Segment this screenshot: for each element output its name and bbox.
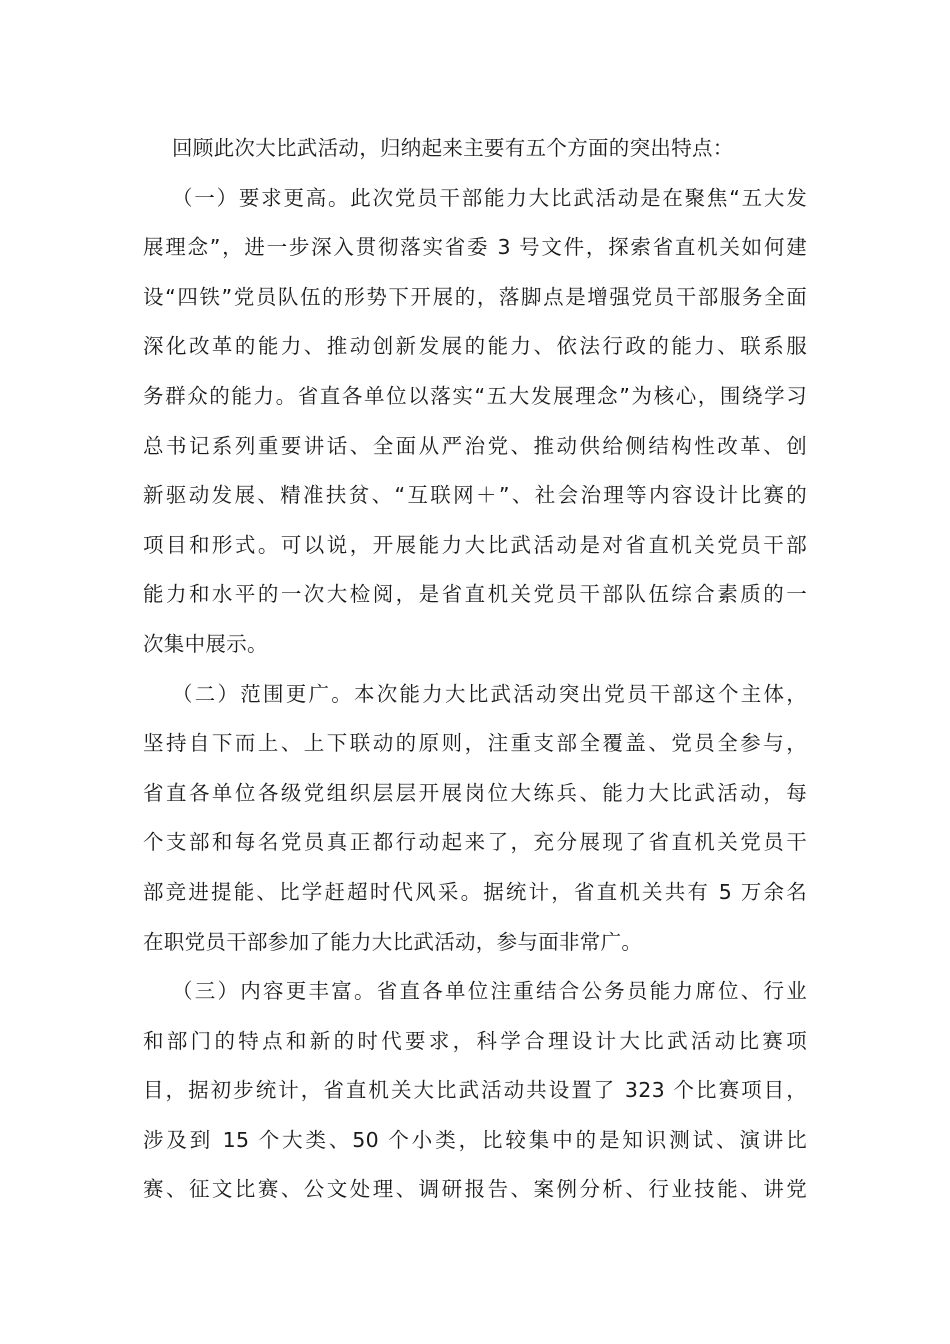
paragraph-1-line: 次集中展示。 <box>143 631 268 656</box>
paragraph-1-line: （一）要求更高。此次党员干部能力大比武活动是在聚焦“五大发 <box>172 185 807 210</box>
paragraph-1-line: 能力和水平的一次大检阅，是省直机关党员干部队伍综合素质的一 <box>143 582 807 607</box>
paragraph-2-line: 部竞进提能、比学赶超时代风采。据统计，省直机关共有 5 万余名 <box>143 879 807 904</box>
paragraph-1-line: 展理念”，进一步深入贯彻落实省委 3 号文件，探索省直机关如何建 <box>143 235 807 260</box>
paragraph-1-line: 设“四铁”党员队伍的形势下开展的，落脚点是增强党员干部服务全面 <box>143 284 807 309</box>
paragraph-1-line: 新驱动发展、精准扶贫、“互联网＋”、社会治理等内容设计比赛的 <box>143 483 807 508</box>
paragraph-1-line: 深化改革的能力、推动创新发展的能力、依法行政的能力、联系服 <box>143 334 807 359</box>
paragraph-3-line: 目，据初步统计，省直机关大比武活动共设置了 323 个比赛项目， <box>143 1078 807 1103</box>
paragraph-1-line: 务群众的能力。省直各单位以落实“五大发展理念”为核心，围绕学习 <box>143 383 807 408</box>
paragraph-2-line: （二）范围更广。本次能力大比武活动突出党员干部这个主体， <box>172 681 807 706</box>
paragraph-1-line: 项目和形式。可以说，开展能力大比武活动是对省直机关党员干部 <box>143 532 807 557</box>
paragraph-3-line: 赛、征文比赛、公文处理、调研报告、案例分析、行业技能、讲党 <box>143 1177 807 1202</box>
paragraph-intro-line: 回顾此次大比武活动，归纳起来主要有五个方面的突出特点： <box>172 136 734 160</box>
paragraph-1-line: 总书记系列重要讲话、全面从严治党、推动供给侧结构性改革、创 <box>143 433 807 458</box>
paragraph-3-line: （三）内容更丰富。省直各单位注重结合公务员能力席位、行业 <box>172 979 807 1004</box>
paragraph-3-line: 和部门的特点和新的时代要求，科学合理设计大比武活动比赛项 <box>143 1028 807 1053</box>
paragraph-2-line: 省直各单位各级党组织层层开展岗位大练兵、能力大比武活动，每 <box>143 780 807 805</box>
paragraph-2-line: 坚持自下而上、上下联动的原则，注重支部全覆盖、党员全参与， <box>143 731 807 756</box>
document-page <box>143 124 807 1215</box>
paragraph-2-line: 个支部和每名党员真正都行动起来了，充分展现了省直机关党员干 <box>143 830 807 855</box>
paragraph-3-line: 涉及到 15 个大类、50 个小类，比较集中的是知识测试、演讲比 <box>143 1127 807 1152</box>
paragraph-2-line: 在职党员干部参加了能力大比武活动，参与面非常广。 <box>143 929 643 954</box>
